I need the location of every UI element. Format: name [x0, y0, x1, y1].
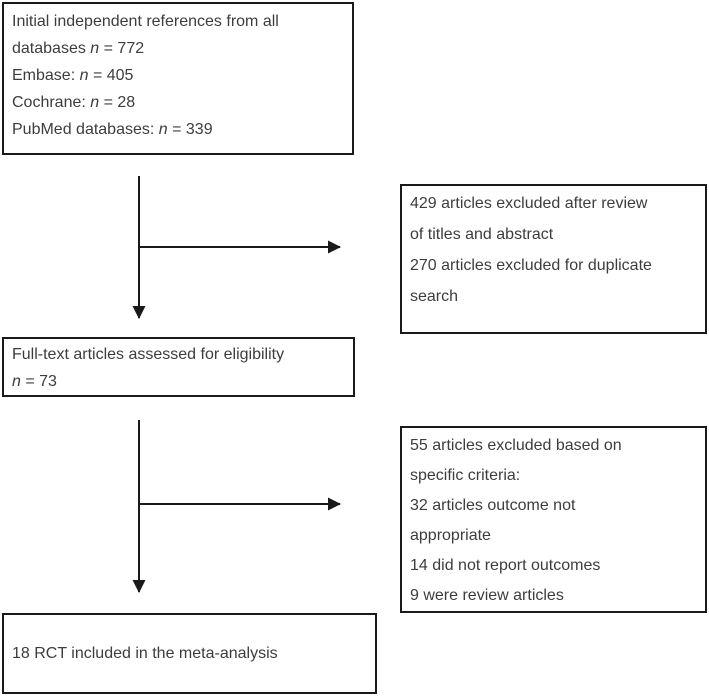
text-line: PubMed databases: n = 339	[12, 121, 213, 138]
text-line: n = 73	[12, 373, 57, 390]
text-line: Cochrane: n = 28	[12, 94, 136, 111]
box-fulltext-assessed	[2, 337, 355, 397]
text-line: specific criteria:	[410, 467, 521, 484]
text-line: 9 were review articles	[410, 587, 564, 604]
text-line: appropriate	[410, 527, 491, 544]
box-excluded-criteria	[400, 426, 707, 613]
text-line: 55 articles excluded based on	[410, 437, 622, 454]
text-line: Initial independent references from all	[12, 13, 279, 30]
text-line: 14 did not report outcomes	[410, 557, 601, 574]
text-line: 429 articles excluded after review	[410, 195, 648, 212]
text-line: 18 RCT included in the meta-analysis	[12, 644, 278, 662]
text-line: search	[410, 288, 459, 305]
box-excluded-titles-abstract	[400, 184, 707, 334]
text-line: databases n = 772	[12, 40, 145, 57]
text-line: 32 articles outcome not	[410, 497, 576, 514]
text-line: of titles and abstract	[410, 226, 554, 243]
box-included-rct	[2, 613, 377, 694]
text-line: Embase: n = 405	[12, 67, 134, 84]
text-line: Full-text articles assessed for eligibility	[12, 346, 285, 363]
text-line: 270 articles excluded for duplicate	[410, 257, 652, 274]
box-initial-references	[2, 2, 354, 155]
